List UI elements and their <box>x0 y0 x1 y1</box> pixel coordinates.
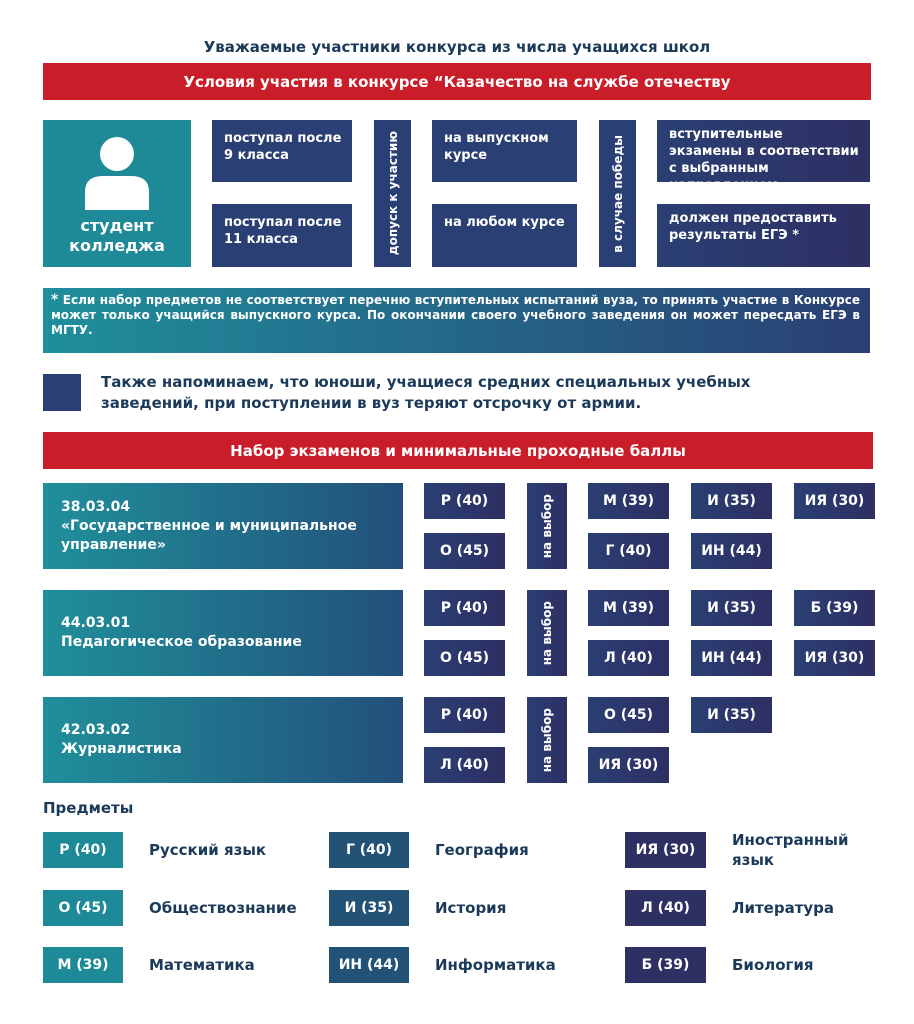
program-name: Педагогическое образование <box>61 634 302 650</box>
note-box <box>43 288 870 353</box>
win-bar <box>599 120 636 267</box>
legend-name: География <box>435 841 529 859</box>
legend-chip: Р (40) <box>43 832 123 868</box>
reminder-marker <box>43 374 81 411</box>
choice-label: на выбор <box>540 493 554 559</box>
exam-chip: И (35) <box>691 590 772 626</box>
exam-chip: И (35) <box>691 697 772 733</box>
exams-box: вступительные экзамены в соответствии с выбранным направлением <box>657 120 870 182</box>
any-course-box: на любом курсе <box>432 204 577 267</box>
page-title: Уважаемые участники конкурса из числа учащихся школ <box>203 38 711 56</box>
exam-chip: ИН (44) <box>691 640 772 676</box>
reminder-text: Также напоминаем, что юноши, учащиеся средних специальных учебных заведений, при поступлении в вуз теряют отсрочку от армии. <box>101 373 751 412</box>
exam-chip: ИН (44) <box>691 533 772 569</box>
note-text: Если набор предметов не соответствует перечню вступительных испытаний вуза, то принять участие в Конкурсе может только учащийся выпускного курса. По окончании своего учебного заведения он может пересдать ЕГЭ в МГТУ. <box>51 293 860 337</box>
legend-chip: И (35) <box>329 890 409 926</box>
legend-name: Обществознание <box>149 899 297 917</box>
exam-chip: М (39) <box>588 483 669 519</box>
program-code: 38.03.04 <box>61 498 131 515</box>
legend-name: Информатика <box>435 956 556 974</box>
after-9-box: поступал после 9 класса <box>212 120 352 182</box>
exam-chip: Р (40) <box>424 697 505 733</box>
legend-name: Русский язык <box>149 841 267 859</box>
choice-label: на выбор <box>540 600 554 666</box>
after-11-box: поступал после 11 класса <box>212 204 352 267</box>
legend-chip: Л (40) <box>625 890 706 926</box>
choice-label: на выбор <box>540 707 554 773</box>
program-card <box>43 697 403 783</box>
legend-chip: ИН (44) <box>329 947 409 983</box>
exam-chip: Л (40) <box>588 640 669 676</box>
choice-bar <box>527 697 567 783</box>
exam-chip: Б (39) <box>794 590 875 626</box>
legend-title: Предметы <box>43 799 134 817</box>
win-label: в случае победы <box>610 134 625 253</box>
choice-bar <box>527 483 567 569</box>
legend-chip: О (45) <box>43 890 123 926</box>
legend-name: Математика <box>149 956 255 974</box>
legend-chip: Б (39) <box>625 947 706 983</box>
ege-box: должен предоставить результаты ЕГЭ * <box>657 204 870 267</box>
conditions-banner: Условия участия в конкурсе “Казачество на службе отечеству <box>43 63 871 100</box>
legend-chip: Г (40) <box>329 832 409 868</box>
admission-bar <box>374 120 411 267</box>
choice-bar <box>527 590 567 676</box>
exams-banner: Набор экзаменов и минимальные проходные баллы <box>43 432 873 469</box>
admission-label: допуск к участию <box>385 131 400 256</box>
legend-name: История <box>435 899 507 917</box>
exam-chip: О (45) <box>424 533 505 569</box>
exam-chip: Р (40) <box>424 590 505 626</box>
exam-chip: ИЯ (30) <box>794 483 875 519</box>
graduation-box: на выпускном курсе <box>432 120 577 182</box>
student-label: студент колледжа <box>69 216 165 255</box>
student-card <box>43 120 191 267</box>
program-code: 42.03.02 <box>61 722 131 738</box>
exam-chip: М (39) <box>588 590 669 626</box>
exam-chip: ИЯ (30) <box>794 640 875 676</box>
exam-chip: Р (40) <box>424 483 505 519</box>
program-name: Журналистика <box>61 741 182 757</box>
person-icon <box>83 136 151 210</box>
program-card <box>43 590 403 676</box>
program-card <box>43 483 403 569</box>
exam-chip: О (45) <box>588 697 669 733</box>
legend-name: Литература <box>732 899 835 917</box>
legend-name: Биология <box>732 956 814 974</box>
legend-chip: М (39) <box>43 947 123 983</box>
note-star: * <box>51 292 59 308</box>
program-name: «Государственное и муниципальное управление» <box>61 517 357 553</box>
legend-chip: ИЯ (30) <box>625 832 706 868</box>
exam-chip: Л (40) <box>424 747 505 783</box>
exam-chip: И (35) <box>691 483 772 519</box>
exam-chip: О (45) <box>424 640 505 676</box>
legend-name: Иностранный язык <box>732 831 849 869</box>
exam-chip: Г (40) <box>588 533 669 569</box>
program-code: 44.03.01 <box>61 615 131 631</box>
exam-chip: ИЯ (30) <box>588 747 669 783</box>
